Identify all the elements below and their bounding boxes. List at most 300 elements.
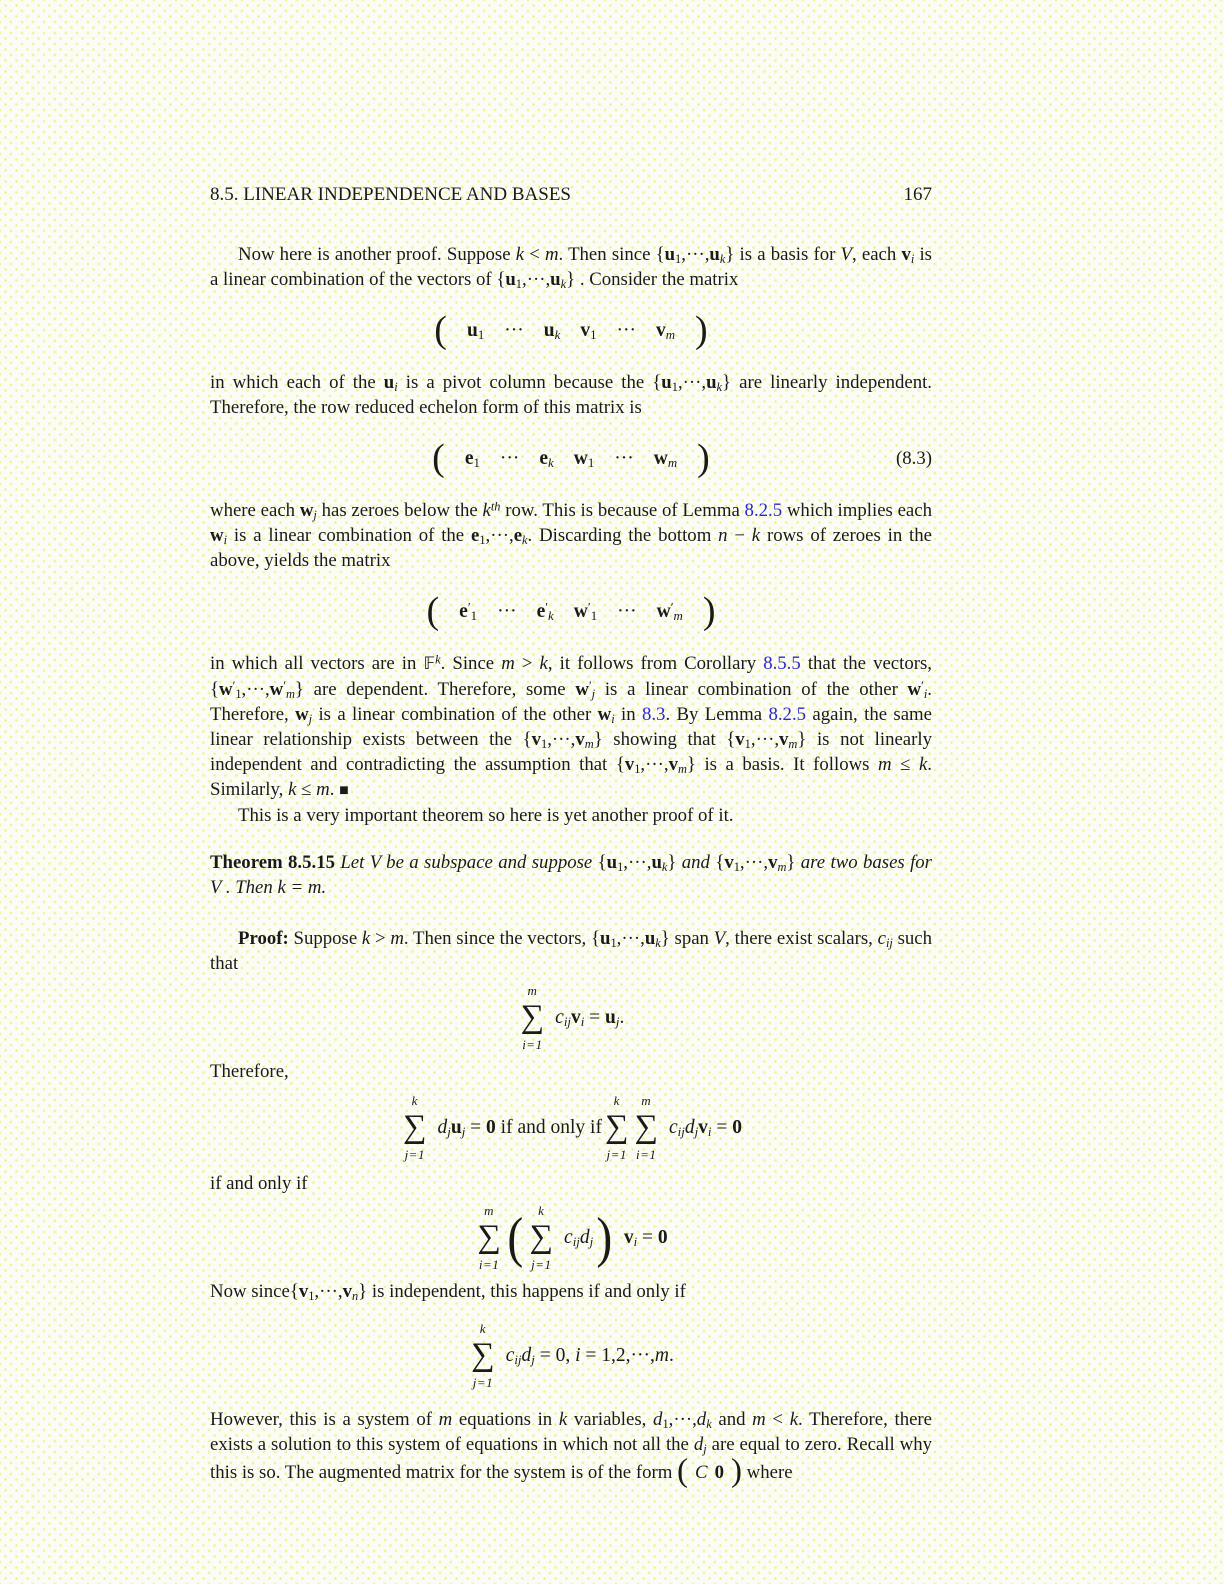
text-run: are equal to zero. Recall why this is so. The augmented matrix for the system is of the form <box>210 1434 932 1483</box>
text-run: w <box>575 679 589 700</box>
text-run: ) <box>695 308 708 351</box>
text-run: m <box>665 328 676 343</box>
paragraph-if-and-only-if <box>210 1171 932 1196</box>
sigma-glyph: ∑ <box>529 1219 554 1255</box>
summation-operator: k ∑ j=1 <box>604 1093 629 1162</box>
text-run: } <box>786 852 796 873</box>
text-run: ,···, <box>739 852 769 873</box>
theorem-8-5-15 <box>210 850 932 900</box>
text-run: n <box>718 525 728 546</box>
text-run: v <box>342 1281 352 1302</box>
text-run: v <box>623 1226 634 1248</box>
text-run: ■ <box>339 782 349 799</box>
text-run: d <box>521 1344 532 1366</box>
text-run: u <box>600 928 611 949</box>
text-run: . <box>329 779 340 800</box>
text-run: k <box>706 1417 712 1432</box>
text-run: { <box>590 928 600 949</box>
equation-sum-cij-vi <box>210 984 932 1051</box>
text-run: Let V be a subspace and suppose <box>340 852 598 873</box>
text-run: m <box>438 1409 453 1430</box>
text-run: c <box>555 1006 564 1028</box>
text-run: 1 <box>610 936 617 951</box>
text-run: in which each of the <box>210 372 384 393</box>
text-run: ′ <box>921 678 924 693</box>
text-run: u <box>706 372 717 393</box>
text-run: Proof: <box>238 928 289 949</box>
text-run: u <box>543 320 555 342</box>
text-run: w <box>219 679 233 700</box>
text-run: i <box>394 380 398 395</box>
text-run: 𝔽 <box>423 654 436 674</box>
text-run: . <box>619 1006 625 1028</box>
text-run: if and only if <box>495 1116 602 1138</box>
text-run: . Similarly, <box>210 754 932 800</box>
text-run: } <box>294 679 304 700</box>
text-run: Therefore, <box>210 1061 289 1082</box>
text-run: k <box>554 328 561 343</box>
text-run: u <box>606 852 618 873</box>
text-run: m <box>752 1409 766 1430</box>
text-run: d <box>693 1434 704 1455</box>
text-run: ij <box>514 1352 522 1367</box>
page-header <box>210 184 932 206</box>
text-run: = <box>711 1116 733 1138</box>
text-run: > <box>514 653 540 674</box>
text-run: u <box>383 372 395 393</box>
text-run: j <box>591 687 596 702</box>
text-run: u <box>605 1006 616 1028</box>
text-run: V <box>840 244 853 265</box>
summation-operator: m ∑ i=1 <box>634 1093 659 1162</box>
text-run: j <box>461 1124 466 1139</box>
cross-reference-link[interactable]: 8.3 <box>641 704 666 725</box>
text-run: k <box>918 754 928 775</box>
text-run: } <box>593 729 603 750</box>
paragraph-vectors-dependent <box>210 651 932 803</box>
text-run: 1 <box>590 328 597 343</box>
text-run: m <box>673 609 683 624</box>
equation-reduced-matrix <box>210 587 932 637</box>
text-run: w <box>210 525 224 546</box>
text-run: i <box>923 687 928 702</box>
text-run: w <box>573 601 588 623</box>
text-run: that the vectors, <box>800 653 933 674</box>
text-run: Now here is another proof. Suppose <box>238 244 516 265</box>
text-run: , each <box>852 244 902 265</box>
text-run: } <box>725 244 735 265</box>
text-run: k <box>716 380 723 395</box>
text-run: e <box>513 525 523 546</box>
text-run: − <box>727 525 752 546</box>
paragraph-another-proof <box>210 242 932 292</box>
text-run: ,···, <box>241 679 270 700</box>
text-run: . <box>668 1344 674 1366</box>
text-run: row. This is because of Lemma <box>500 500 745 521</box>
text-run: k <box>719 252 726 267</box>
text-run: j <box>447 1124 451 1139</box>
text-run: This is a very important theorem so here is yet another proof of it. <box>238 805 734 826</box>
text-run: ,···, <box>640 754 669 775</box>
equation-nested-sum: m ∑ i=1 ( k ∑ j=1 $c_{ij}d_j$ ) $v_i = 0$ <box>477 1203 668 1272</box>
text-run: k <box>539 653 548 674</box>
summation-operator: k ∑ j=1 <box>471 1321 495 1390</box>
text-run: { <box>210 679 220 700</box>
text-run: { <box>597 852 607 873</box>
equation-cij-dj-zero <box>210 1322 932 1389</box>
text-run: w <box>269 679 284 700</box>
text-run: ,···, <box>314 1281 343 1302</box>
text-run: ··· <box>497 601 517 623</box>
text-run: c <box>669 1116 678 1138</box>
text-run: u <box>651 852 662 873</box>
text-run: ,···, <box>485 525 514 546</box>
text-run: is a linear combination of the vectors of <box>210 244 932 290</box>
text-run: ( <box>434 308 447 351</box>
text-run: ′ <box>587 600 591 615</box>
summation-operator: m ∑ i=1 <box>520 983 545 1052</box>
text-run: u <box>644 928 656 949</box>
text-run: ··· <box>504 320 524 342</box>
text-run: j <box>694 1124 699 1139</box>
text-run: is a basis for <box>734 244 841 265</box>
equation-number: (8.3) <box>896 448 932 469</box>
text-run: { <box>652 372 662 393</box>
text-run: is a linear combination of the other <box>312 704 598 725</box>
text-run: Now since <box>210 1281 290 1302</box>
text-run: 1 <box>473 456 480 471</box>
paragraph-zeroes-below <box>210 498 932 573</box>
text-run: ··· <box>616 320 636 342</box>
text-run: d <box>579 1226 590 1248</box>
text-run: th <box>490 499 501 514</box>
text-run: e <box>459 601 468 623</box>
text-run: and <box>676 852 716 873</box>
text-run: ,···, <box>522 269 551 290</box>
text-run: ′ <box>283 678 286 693</box>
text-run: are linearly independent. Therefore, the row reduced echelon form of this matrix is <box>210 372 932 418</box>
text-run: i <box>223 533 228 548</box>
text-run: j <box>313 508 317 523</box>
text-run: { <box>289 1281 299 1302</box>
text-run: has zeroes below the <box>316 500 483 521</box>
text-run: e <box>470 525 480 546</box>
text-run: v <box>735 729 745 750</box>
text-run: ′ <box>588 678 592 693</box>
text-run: m <box>544 244 559 265</box>
text-run: 0 <box>657 1226 668 1248</box>
text-run: < <box>765 1409 790 1430</box>
text-run: } <box>358 1281 368 1302</box>
text-run: 1 <box>308 1289 315 1304</box>
text-run: = <box>637 1226 658 1248</box>
text-run: k <box>558 1409 568 1430</box>
text-run: m <box>667 456 678 471</box>
section-heading: 8.5. LINEAR INDEPENDENCE AND BASES <box>210 184 571 205</box>
text-run: is independent, this happens if and only if <box>367 1281 686 1302</box>
text-run: ′ <box>467 600 471 615</box>
text-run: Consider the matrix <box>584 269 739 290</box>
text-run: d <box>684 1116 695 1138</box>
text-run: c <box>505 1344 515 1366</box>
text-run: and <box>711 1409 753 1430</box>
text-run: n <box>351 1289 359 1304</box>
equation-dj-uj-iff <box>210 1094 932 1161</box>
text-run: m <box>788 737 798 752</box>
text-run: i <box>580 1014 585 1029</box>
text-run: } <box>660 928 670 949</box>
text-run: c <box>564 1226 573 1248</box>
text-run: ,···, <box>623 852 652 873</box>
summation-operator: k ∑ j=1 <box>403 1093 427 1162</box>
text-run: v <box>624 754 635 775</box>
text-run: v <box>575 729 585 750</box>
text-run: m <box>501 653 515 674</box>
text-run: v <box>531 729 541 750</box>
text-run: 0 <box>714 1461 724 1483</box>
text-run: ′ <box>545 600 549 615</box>
text-run: k <box>751 525 761 546</box>
text-run: u <box>505 269 516 290</box>
text-run: m <box>316 779 330 800</box>
paragraph-system-of-equations <box>210 1407 932 1490</box>
text-run: 1 <box>235 687 242 702</box>
text-run: k <box>435 652 441 667</box>
text-run: span <box>669 928 714 949</box>
text-run: { <box>726 729 736 750</box>
paragraph-therefore <box>210 1059 932 1084</box>
text-run: ≤ <box>891 754 919 775</box>
text-run: } . <box>566 269 585 290</box>
text-run: > <box>370 928 391 949</box>
text-run: u <box>550 269 561 290</box>
text-run: w <box>907 679 922 700</box>
text-run: k <box>288 779 297 800</box>
sigma-glyph: ∑ <box>471 1337 495 1373</box>
text-run: . Discarding the bottom <box>527 525 719 546</box>
text-run: , there exist scalars, <box>725 928 878 949</box>
text-run: . Then since the vectors, <box>403 928 591 949</box>
text-run: . Then since <box>558 244 656 265</box>
cross-reference-link[interactable]: 8.2.5 <box>744 500 783 521</box>
text-run: is a linear combination of the other <box>595 679 908 700</box>
text-run: k <box>522 533 528 548</box>
text-run: ij <box>572 1234 580 1249</box>
text-run: k <box>515 244 525 265</box>
sigma-glyph: ∑ <box>604 1109 629 1145</box>
text-run: v <box>668 754 678 775</box>
text-run: ( <box>426 589 440 632</box>
text-run: d <box>437 1116 448 1138</box>
text-run: 1 <box>671 380 678 395</box>
text-run: i <box>910 252 915 267</box>
text-run: v <box>901 244 911 265</box>
text-run: { <box>715 852 725 873</box>
page-content-column <box>210 0 932 1490</box>
text-run: m <box>584 737 594 752</box>
equation-rref-matrix <box>210 434 932 484</box>
paragraph-important-theorem <box>210 803 932 828</box>
text-run: e <box>464 448 474 470</box>
text-run: e <box>536 601 546 623</box>
text-run: 1 <box>479 533 486 548</box>
text-run: 1 <box>590 609 598 624</box>
text-run: < <box>524 244 545 265</box>
text-run: k <box>655 936 661 951</box>
text-run: ) <box>730 1453 742 1489</box>
text-run: m <box>285 687 295 702</box>
text-run: 0 <box>732 1116 742 1138</box>
text-run: ,···, <box>677 372 707 393</box>
text-run: v <box>570 1006 581 1028</box>
text-run: m <box>654 1344 669 1366</box>
text-run: k <box>661 860 668 875</box>
text-run: is a pivot column because the <box>397 372 653 393</box>
text-run: u <box>466 320 478 342</box>
text-run: rows of zeroes in the above, yields the matrix <box>210 525 932 571</box>
text-run: v <box>580 320 591 342</box>
text-run: V <box>713 928 726 949</box>
text-run: ,···, <box>668 1409 697 1430</box>
text-run: in <box>614 704 642 725</box>
text-run: j <box>615 1014 620 1029</box>
text-run: w <box>299 500 314 521</box>
text-run: w <box>597 704 612 725</box>
text-run: 1 <box>744 737 751 752</box>
text-run: } <box>722 372 732 393</box>
text-run: { <box>496 269 506 290</box>
text-run: showing that <box>602 729 727 750</box>
text-run: v <box>768 852 778 873</box>
text-run: v <box>298 1281 309 1302</box>
text-run: m <box>777 860 787 875</box>
text-run: where <box>741 1461 793 1483</box>
text-run: ) <box>697 436 710 479</box>
text-run: w <box>653 448 668 470</box>
text-run: 1 <box>634 762 641 777</box>
text-run: 1 <box>587 456 595 471</box>
text-run: where each <box>210 500 300 521</box>
text-run: ( <box>677 1453 689 1489</box>
text-run: m <box>878 754 892 775</box>
text-run: i <box>611 712 615 727</box>
text-run: k <box>482 500 491 521</box>
text-run: { <box>655 244 665 265</box>
text-run: which implies each <box>782 500 932 521</box>
text-run: 1 <box>470 609 478 624</box>
cross-reference-link[interactable]: 8.2.5 <box>768 704 807 725</box>
text-run: ij <box>563 1014 571 1029</box>
text-run: ( <box>432 436 445 479</box>
text-run: u <box>450 1116 462 1138</box>
text-run: i <box>707 1124 712 1139</box>
text-run: ··· <box>614 448 634 470</box>
text-run: 1 <box>541 737 548 752</box>
text-run: m <box>677 762 687 777</box>
text-run: = 0, <box>534 1344 576 1366</box>
text-run: c <box>877 928 886 949</box>
text-run: w <box>573 448 588 470</box>
text-run: m <box>390 928 404 949</box>
text-run: i <box>633 1234 638 1249</box>
text-run: . Therefore, there exists a solution to this system of equations in which not all the <box>210 1409 933 1455</box>
text-run: C <box>695 1461 708 1483</box>
text-run: { <box>615 754 625 775</box>
text-run: ij <box>677 1124 685 1139</box>
text-run: 1 <box>733 860 740 875</box>
text-run: v <box>724 852 734 873</box>
text-run: v <box>698 1116 708 1138</box>
text-run: k <box>548 609 554 624</box>
equation-matrix-u-v <box>210 306 932 356</box>
text-run: , it follows from Corollary <box>547 653 764 674</box>
text-run: are two bases for V . Then k = m. <box>210 852 932 898</box>
text-run: ,···, <box>681 244 710 265</box>
text-run: ) <box>702 589 716 632</box>
text-run: ij <box>885 936 893 951</box>
text-run: ′ <box>670 600 674 615</box>
text-run: is not linearly independent and contradicting the assumption that <box>210 729 932 775</box>
text-run: 0 <box>486 1116 496 1138</box>
text-run: d <box>653 1409 663 1430</box>
text-run: k <box>560 277 567 292</box>
text-run: } <box>797 729 807 750</box>
sigma-glyph: ∑ <box>477 1219 501 1255</box>
text-run: is a linear combination of the <box>227 525 471 546</box>
text-run: . By Lemma <box>665 704 769 725</box>
text-run: ≤ <box>296 779 317 800</box>
text-run: i <box>575 1344 581 1366</box>
text-run: u <box>664 244 676 265</box>
text-run: . Therefore, <box>210 679 932 725</box>
text-run: 1 <box>515 277 522 292</box>
text-run: = 1,2,···, <box>580 1344 655 1366</box>
text-run: d <box>696 1409 707 1430</box>
text-run: v <box>779 729 789 750</box>
text-run: in which all vectors are in <box>210 653 424 674</box>
text-run: } <box>667 852 677 873</box>
text-run: j <box>531 1352 535 1367</box>
text-run: ··· <box>617 601 637 623</box>
text-run: j <box>308 712 313 727</box>
text-run: 1 <box>662 1417 669 1432</box>
paragraph-proof-start <box>210 926 932 976</box>
text-run: 1 <box>617 860 624 875</box>
summation-operator: m ∑ i=1 <box>477 1203 501 1272</box>
paragraph-pivot-columns <box>210 370 932 420</box>
text-run: u <box>661 372 672 393</box>
text-run: u <box>709 244 720 265</box>
text-run: w <box>295 704 309 725</box>
text-run: ,···, <box>616 928 645 949</box>
paragraph-now-since <box>210 1279 932 1304</box>
text-run: k <box>789 1409 799 1430</box>
text-run: Theorem 8.5.15 <box>210 852 335 873</box>
text-run: if and only if <box>210 1173 308 1194</box>
text-run: e <box>539 448 549 470</box>
text-run: k <box>361 928 371 949</box>
cross-reference-link[interactable]: 8.5.5 <box>763 653 801 674</box>
text-run: However, this is a system of <box>210 1409 439 1430</box>
text-run: v <box>655 320 666 342</box>
sigma-glyph: ∑ <box>403 1109 427 1145</box>
text-run: Suppose <box>288 928 362 949</box>
text-run: j <box>589 1234 594 1249</box>
text-run: is a basis. It follows <box>695 754 879 775</box>
text-run: ,···, <box>547 729 576 750</box>
text-run: } <box>686 754 696 775</box>
text-run: 1 <box>675 252 682 267</box>
